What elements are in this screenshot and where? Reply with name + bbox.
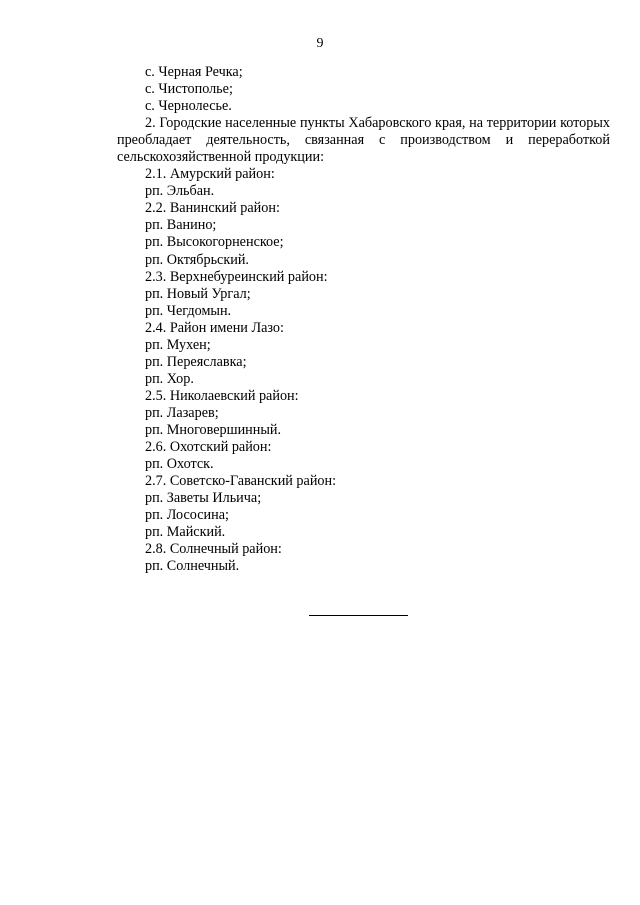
district-heading: 2.8. Солнечный район:: [145, 541, 282, 558]
list-item: с. Чистополье;: [145, 81, 233, 98]
district-heading: 2.5. Николаевский район:: [145, 387, 299, 404]
list-item: рп. Чегдомын.: [145, 302, 232, 319]
list-item: рп. Лазарев;: [145, 404, 219, 421]
list-item: рп. Эльбан.: [145, 183, 215, 200]
list-item: рп. Майский.: [145, 524, 226, 541]
list-item: рп. Солнечный.: [145, 558, 240, 575]
district-heading: 2.1. Амурский район:: [145, 166, 275, 183]
list-item: рп. Многовершинный.: [145, 421, 282, 438]
list-item: рп. Октябрьский.: [145, 251, 249, 268]
list-item: рп. Заветы Ильича;: [145, 490, 262, 507]
list-item: рп. Лососина;: [145, 507, 229, 524]
list-item: рп. Переяславка;: [145, 353, 247, 370]
district-heading: 2.7. Советско-Гаванский район:: [145, 473, 337, 490]
document-body: [117, 64, 610, 575]
list-item: рп. Высокогорненское;: [145, 234, 284, 251]
list-item: рп. Хор.: [145, 370, 194, 387]
list-item: рп. Новый Ургал;: [145, 285, 251, 302]
page-number: 9: [316, 36, 324, 51]
paragraph-section-2: 2. Городские населенные пункты Хабаровского края, на территории которых преобладает деятельность, связанная с производством и переработкой сельскохозяйственной продукции:: [117, 115, 610, 166]
list-item: рп. Мухен;: [145, 336, 211, 353]
list-item: рп. Ванино;: [145, 217, 217, 234]
district-heading: 2.4. Район имени Лазо:: [145, 319, 284, 336]
district-heading: 2.3. Верхнебуреинский район:: [145, 268, 328, 285]
district-heading: 2.2. Ванинский район:: [145, 200, 280, 217]
list-item: с. Черная Речка;: [145, 64, 243, 80]
district-heading: 2.6. Охотский район:: [145, 439, 272, 456]
list-item: с. Чернолесье.: [145, 98, 232, 115]
list-item: рп. Охотск.: [145, 456, 214, 473]
end-divider-line: [309, 615, 408, 616]
